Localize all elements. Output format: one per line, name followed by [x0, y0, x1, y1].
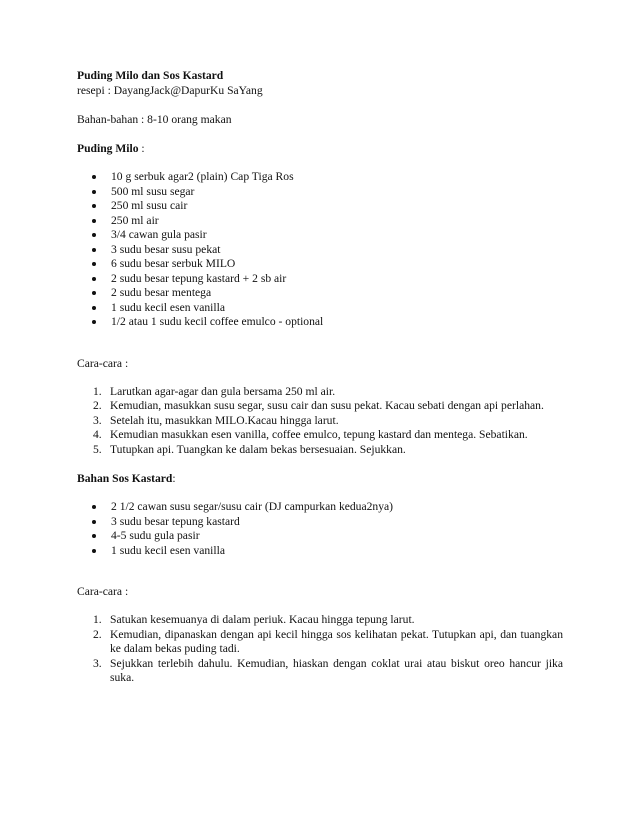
bullet-icon: [92, 505, 96, 509]
step-number: 3.: [93, 413, 102, 427]
sos-ingredient-list: [77, 500, 563, 558]
list-item: 2 1/2 cawan susu segar/susu cair (DJ campurkan kedua2nya): [77, 500, 563, 515]
bullet-icon: [92, 320, 96, 324]
puding-heading-suffix: :: [138, 142, 145, 155]
bullet-icon: [92, 204, 96, 208]
sos-heading-text: Bahan Sos Kastard: [77, 472, 173, 485]
list-item: 3/4 cawan gula pasir: [77, 228, 563, 243]
bullet-icon: [92, 233, 96, 237]
step-number: 5.: [93, 442, 102, 456]
puding-heading-text: Puding Milo: [77, 142, 139, 155]
document-page: [77, 68, 563, 686]
puding-heading: [77, 141, 563, 156]
puding-steps-list: [77, 385, 563, 458]
bullet-icon: [92, 219, 96, 223]
list-item: 1 sudu kecil esen vanilla: [77, 301, 563, 316]
step-text: Satukan kesemuanya di dalam periuk. Kacau hingga tepung larut.: [110, 613, 415, 626]
bullet-icon: [92, 262, 96, 266]
list-item: 500 ml susu segar: [77, 185, 563, 200]
step-item: [77, 657, 563, 686]
list-item: 1 sudu kecil esen vanilla: [77, 544, 563, 559]
step-text: Kemudian, masukkan susu segar, susu cair dan susu pekat. Kacau sebati dengan api perlahan.: [110, 399, 544, 412]
sos-heading: [77, 471, 563, 486]
step-item: [77, 613, 563, 628]
list-item: 250 ml susu cair: [77, 199, 563, 214]
step-text: Larutkan agar-agar dan gula bersama 250 ml air.: [110, 384, 336, 398]
step-text: Kemudian masukkan esen vanilla, coffee emulco, tepung kastard dan mentega. Sebatikan.: [110, 428, 528, 441]
bullet-icon: [92, 175, 96, 179]
step-item: [77, 443, 563, 458]
step-item: [77, 428, 563, 443]
step-item: [77, 628, 563, 657]
list-item: 10 g serbuk agar2 (plain) Cap Tiga Ros: [77, 170, 563, 185]
list-item: 3 sudu besar tepung kastard: [77, 515, 563, 530]
list-item: 4-5 sudu gula pasir: [77, 529, 563, 544]
step-text: Kemudian, dipanaskan dengan api kecil hingga sos kelihatan pekat. Tutupkan api, dan tuangkan ke dalam bekas puding tadi.: [110, 627, 563, 655]
bullet-icon: [92, 520, 96, 524]
step-number: 2.: [93, 627, 102, 641]
step-number: 1.: [93, 384, 102, 398]
bullet-icon: [92, 549, 96, 553]
step-text: Sejukkan terlebih dahulu. Kemudian, hiaskan dengan coklat urai atau biskut oreo hancur jika suka.: [110, 656, 563, 684]
step-item: [77, 414, 563, 429]
step-text: Tutupkan api. Tuangkan ke dalam bekas bersesuaian. Sejukkan.: [110, 442, 406, 456]
servings-line: Bahan-bahan : 8-10 orang makan: [77, 113, 232, 126]
step-number: 1.: [93, 613, 102, 626]
recipe-title: Puding Milo dan Sos Kastard: [77, 69, 224, 82]
list-item: 2 sudu besar mentega: [77, 286, 563, 301]
bullet-icon: [92, 277, 96, 281]
list-item: 2 sudu besar tepung kastard + 2 sb air: [77, 272, 563, 287]
recipe-credit: resepi : DayangJack@DapurKu SaYang: [77, 84, 263, 97]
step-number: 3.: [93, 656, 102, 670]
bullet-icon: [92, 248, 96, 252]
puding-ingredient-list: [77, 170, 563, 330]
list-item: 1/2 atau 1 sudu kecil coffee emulco - optional: [77, 315, 563, 330]
sos-steps-list: [77, 613, 563, 686]
step-item: [77, 385, 563, 400]
list-item: 3 sudu besar susu pekat: [77, 243, 563, 258]
bullet-icon: [92, 291, 96, 295]
step-item: [77, 399, 563, 414]
bullet-icon: [92, 534, 96, 538]
bullet-icon: [92, 190, 96, 194]
sos-heading-suffix: :: [172, 472, 176, 485]
list-item: 6 sudu besar serbuk MILO: [77, 257, 563, 272]
step-number: 2.: [93, 399, 102, 412]
bullet-icon: [92, 306, 96, 310]
step-text: Setelah itu, masukkan MILO.Kacau hingga larut.: [110, 413, 339, 427]
list-item: 250 ml air: [77, 214, 563, 229]
step-number: 4.: [93, 428, 102, 441]
sos-method-heading: Cara-cara :: [77, 585, 129, 598]
puding-method-heading: Cara-cara :: [77, 356, 129, 370]
